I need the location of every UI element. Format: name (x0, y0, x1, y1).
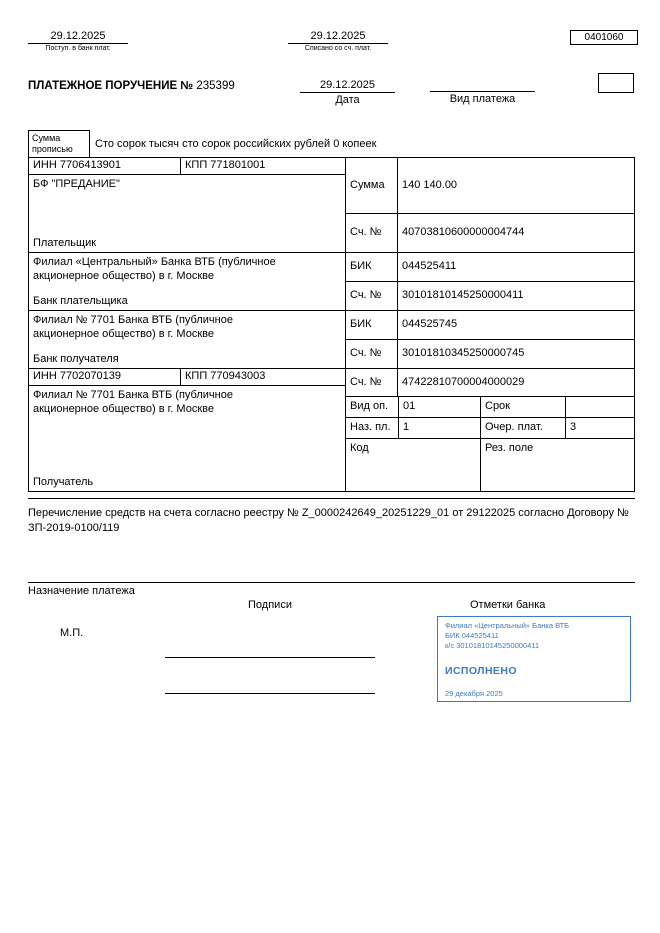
signature-line-2 (165, 676, 375, 694)
payee-name: Филиал № 7701 Банка ВТБ (публичное акционерное общество) в г. Москве (33, 389, 233, 415)
sum-label-cell: Сумма (346, 158, 398, 214)
op-kind-value-cell: 01 (399, 397, 481, 418)
bank-received-date: 29.12.2025 (28, 30, 128, 44)
stamp-corr-account: к/с 30101810145250000411 (445, 641, 540, 651)
bank-marks-label: Отметки банка (470, 599, 546, 611)
signatures-label: Подписи (248, 599, 292, 611)
payer-bank-name: Филиал «Центральный» Банка ВТБ (публичное акционерное общество) в г. Москве (33, 256, 276, 282)
purpose-top-line (28, 498, 635, 499)
document-title (28, 80, 235, 92)
stamp-date: 29 декабря 2025 (445, 688, 503, 698)
debited-date-block (288, 30, 388, 52)
document-number: 235399 (196, 80, 235, 92)
amount-words-text: Сто сорок тысяч сто сорок российских рублей 0 копеек (95, 137, 377, 150)
debited-label: Списано со сч. плат. (304, 45, 372, 52)
payee-bank-name: Филиал № 7701 Банка ВТБ (публичное акционерное общество) в г. Москве (33, 314, 233, 340)
payer-cell (29, 175, 346, 253)
bank-stamp (437, 616, 631, 702)
payee-section-label: Получатель (33, 475, 94, 488)
document-date: 29.12.2025 (300, 79, 395, 93)
code-cell: Код (346, 439, 481, 491)
payee-account-label-cell: Сч. № (346, 369, 398, 397)
term-value-cell (566, 397, 634, 418)
signature-line-1 (165, 640, 375, 658)
payer-bank-bik-label-cell: БИК (346, 253, 398, 282)
payee-bank-account-label-cell: Сч. № (346, 340, 398, 369)
payer-bank-bik-cell: 044525411 (398, 253, 634, 282)
purpose-label: Назначение платежа (28, 585, 135, 597)
payment-kind-block (430, 79, 535, 105)
naz-pl-value-cell: 1 (399, 418, 481, 439)
payee-cell (29, 386, 346, 491)
stamp-bik: БИК 044525411 (445, 631, 499, 641)
stamp-status: ИСПОЛНЕНО (445, 665, 517, 678)
payee-bank-bik-label-cell: БИК (346, 311, 398, 340)
payer-bank-account-label-cell: Сч. № (346, 282, 398, 311)
payment-kind-value (430, 79, 535, 92)
payer-bank-cell (29, 253, 346, 311)
amount-words-row (28, 130, 635, 157)
priority-value-cell: 3 (566, 418, 634, 439)
payer-inn-cell: ИНН 7706413901 (29, 158, 181, 175)
requisites-table (28, 157, 635, 492)
payer-account-label-cell: Сч. № (346, 214, 398, 253)
payee-inn-cell: ИНН 7702070139 (29, 369, 181, 386)
payer-bank-account-cell: 30101810145250000411 (398, 282, 634, 311)
payer-name: БФ "ПРЕДАНИЕ" (33, 178, 120, 190)
stamp-place-label: М.П. (60, 627, 84, 639)
payer-section-label: Плательщик (33, 236, 97, 249)
date-label: Дата (335, 94, 360, 106)
payer-bank-section-label: Банк плательщика (33, 294, 128, 307)
bank-received-date-block (28, 30, 128, 52)
priority-label-cell: Очер. плат. (481, 418, 566, 439)
payment-kind-label: Вид платежа (449, 93, 516, 105)
debited-date: 29.12.2025 (288, 30, 388, 44)
status-box (598, 73, 634, 93)
payer-kpp-cell: КПП 771801001 (181, 158, 346, 175)
payee-bank-section-label: Банк получателя (33, 352, 119, 365)
document-date-block (300, 79, 395, 106)
term-label-cell: Срок (481, 397, 566, 418)
sum-value-cell: 140 140.00 (398, 158, 634, 214)
payee-account-cell: 47422810700004000029 (398, 369, 634, 397)
stamp-bank-name: Филиал «Центральный» Банка ВТБ (445, 621, 570, 630)
purpose-bottom-line (28, 582, 635, 583)
payee-bank-cell (29, 311, 346, 369)
document-title-label: ПЛАТЕЖНОЕ ПОРУЧЕНИЕ № (28, 80, 194, 92)
payee-bank-bik-cell: 044525745 (398, 311, 634, 340)
form-code-box (570, 30, 638, 45)
payer-account-cell: 40703810600000004744 (398, 214, 634, 253)
payee-bank-account-cell: 30101810345250000745 (398, 340, 634, 369)
form-code: 0401060 (584, 32, 624, 43)
reserve-field-cell: Рез. поле (485, 442, 534, 454)
purpose-text: Перечисление средств на счета согласно реестру № Z_0000242649_20251229_01 от 29122025 согласно Договору № ЗП-2019-0100/119 (28, 507, 629, 535)
amount-words-label: Сумма прописью (28, 130, 90, 157)
naz-pl-label-cell: Наз. пл. (346, 418, 399, 439)
bank-received-label: Поступ. в банк плат. (45, 45, 111, 52)
op-kind-label-cell: Вид оп. (346, 397, 399, 418)
payee-kpp-cell: КПП 770943003 (181, 369, 346, 386)
